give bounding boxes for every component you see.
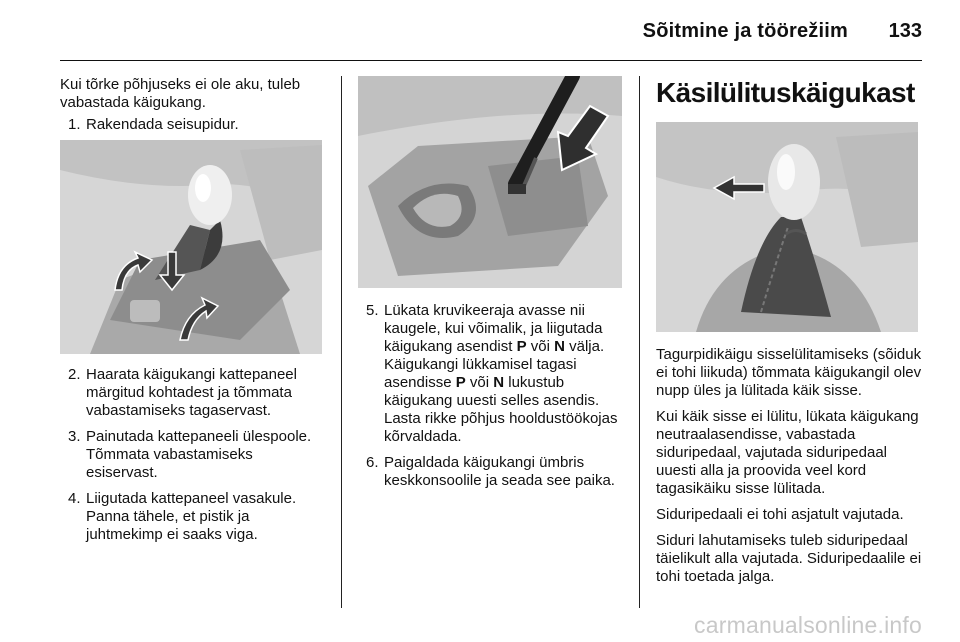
step-text: Rakendada seisupidur. [86,116,239,133]
step-3 [60,428,326,482]
step-number: 4. [68,490,81,507]
column-3 [656,76,922,594]
page-header [0,0,960,60]
column-1 [60,76,326,552]
paragraph-clutch-release: Siduri lahutamiseks tuleb siduripedaal täielikult alla vajutada. Siduripedaalile ei tohi toetada jalga. [656,532,922,585]
step-text: Painutada kattepaneeli ülespoole. Tõmmata vabastamiseks esiservast. [86,428,312,481]
column-divider-left [341,76,342,608]
step-2 [60,366,326,420]
step-5 [358,302,622,446]
step-number: 3. [68,428,81,445]
paragraph-reverse-gear: Tagurpidikäigu sisselülitamiseks (sõiduk ei tohi liikuda) tõmmata käigukangil olev nupp üles ja lülitada käik sisse. [656,346,922,399]
screwdriver-release-illustration [358,76,622,288]
step-5-text-c: välja. Käigukangi lükkamisel tagasi asendisse [384,338,605,391]
step-number: 1. [68,116,81,133]
step-text: Liigutada kattepaneel vasakule. Panna tähele, et pistik ja juhtmekimp ei saaks viga. [86,490,297,543]
gear-p-label: P [516,338,527,355]
step-5-text-d: või [465,374,494,391]
step-text: Paigaldada käigukangi ümbris keskkonsoolile ja seada see paika. [384,454,615,489]
column-2 [358,76,622,498]
step-4 [60,490,326,544]
step-1 [60,116,326,134]
screwdriver-drawing [358,76,622,288]
step-number: 2. [68,366,81,383]
step-5-text-b: või [526,338,555,355]
gear-cover-drawing [60,140,322,354]
step-number: 5. [366,302,379,319]
paragraph-clutch-warning: Siduripedaali ei tohi asjatult vajutada. [656,506,904,523]
header-rule [60,60,922,61]
page-number: 133 [888,20,922,42]
gear-n-label: N [493,374,505,391]
manual-gearbox-illustration [656,122,918,332]
step-number: 6. [366,454,379,471]
intro-paragraph: Kui tõrke põhjuseks ei ole aku, tuleb vabastada käigukang. [60,76,301,111]
gear-cover-illustration [60,140,322,354]
gear-p-label: P [455,374,466,391]
step-text: Haarata käigukangi kattepaneel märgitud kohtadest ja tõmmata vabastamiseks tagaservast. [86,366,297,419]
column-divider-right [639,76,640,608]
gear-knob-drawing [656,122,918,332]
step-text [384,302,617,445]
header-title: Sõitmine ja töörežiim [642,20,848,42]
gear-n-label: N [554,338,565,355]
step-5-text-a: Lükata kruvikeeraja avasse nii kaugele, kui võimalik, ja liigutada käigukang asendist [384,302,603,355]
step-6 [358,454,622,490]
section-heading: Käsilülituskäigukast [656,77,915,108]
watermark: carmanualsonline.info [694,612,922,638]
step-5-text-e: lukustub käigukang uuesti selles asendis. Lasta rikke põhjus hooldustöökojas kõrvaldada. [384,374,618,445]
paragraph-neutral: Kui käik sisse ei lülitu, lükata käigukang neutraalasendisse, vabastada siduripedaal, vajutada siduripedaal uuesti alla ja proovida veel kord tagasikäiku sisse lülitada. [656,408,919,497]
